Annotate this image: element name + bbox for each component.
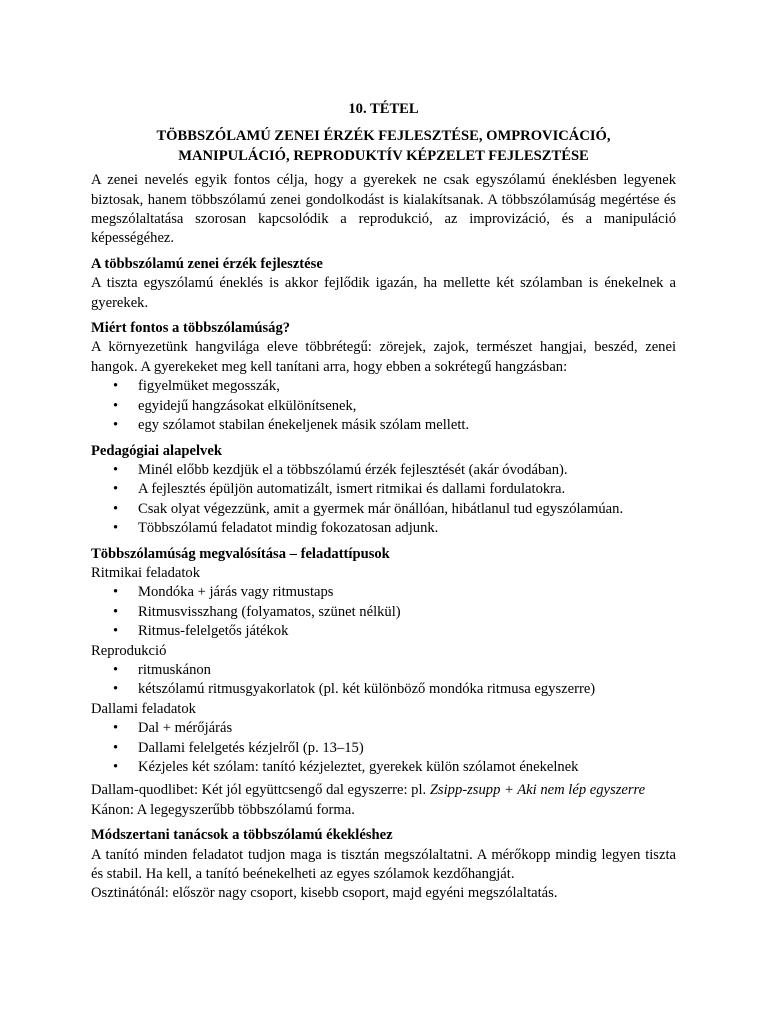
section-task-types (91, 545, 676, 821)
bullet-list (91, 377, 676, 435)
group-label-reproduction: Reprodukció (91, 642, 167, 659)
bullet-list (91, 461, 676, 539)
section-heading: Pedagógiai alapelvek (91, 442, 222, 459)
group-label-rhythm: Ritmikai feladatok (91, 564, 201, 581)
bullet-icon: • (113, 520, 119, 537)
list-item-text: A fejlesztés épüljön automatizált, ismert ritmikai és dallami fordulatokra. (138, 481, 566, 498)
bullet-icon: • (113, 603, 119, 620)
bullet-icon: • (113, 397, 119, 414)
list-item-text: kétszólamú ritmusgyakorlatok (pl. két különböző mondóka ritmusa egyszerre) (138, 681, 596, 698)
list-item-text: Ritmusvisszhang (folyamatos, szünet nélkül) (138, 603, 401, 620)
section-paragraph: A környezetünk hangvilága eleve többrétegű: zörejek, zajok, természet hangjai, beszéd, zenei hangok. A gyerekeket meg kell tanítani arra, hogy ebben a sokrétegű hangzásban: (91, 339, 676, 375)
list-item-text: Mondóka + járás vagy ritmustaps (138, 584, 334, 601)
section-heading: Többszólamúság megvalósítása – feladattípusok (91, 545, 390, 562)
group-label-melodic: Dallami feladatok (91, 700, 196, 717)
section-why-important (91, 319, 676, 435)
bullet-icon: • (113, 481, 119, 498)
section-paragraph: A tanító minden feladatot tudjon maga is tisztán megszólaltatni. A mérőkopp mindig legyen tiszta és stabil. Ha kell, a tanító beénekelheti az egyes szólamok kezdőhangját. (91, 846, 676, 883)
section-method-advice (91, 826, 676, 904)
list-item-text: ritmuskánon (138, 661, 211, 678)
list-item (91, 519, 676, 538)
list-item-text: Kézjeles két szólam: tanító kézjeleztet, gyerekek külön szólamot énekelnek (138, 759, 579, 775)
intro-paragraph: A zenei nevelés egyik fontos célja, hogy a gyerekek ne csak egyszólamú éneklésben legyenek biztosak, hanem többszólamú zenei gondolkodást is kialakítsanak. A többszólamúság megértése és megszólaltatása szorosan kapcsolódik a reprodukció, az improvizáció, és a manipuláció képességéhez. (91, 172, 676, 247)
canon-paragraph: Kánon: A legegyszerűbb többszólamú forma. (91, 801, 355, 818)
section-heading: Módszertani tanácsok a többszólamú ékekléshez (91, 827, 393, 844)
bullet-icon: • (113, 417, 119, 434)
bullet-icon: • (113, 500, 119, 517)
list-item (91, 603, 676, 622)
document-page (91, 100, 676, 904)
document-subtitle (91, 127, 676, 166)
bullet-icon: • (113, 759, 119, 775)
list-item (91, 500, 676, 519)
section-heading: Miért fontos a többszólamúság? (91, 320, 291, 337)
list-item-text: Ritmus-felelgetős játékok (138, 623, 289, 640)
list-item (91, 622, 676, 641)
quodlibet-paragraph (91, 781, 676, 800)
list-item (91, 397, 676, 416)
list-item-text: egy szólamot stabilan énekeljenek másik szólam mellett. (138, 417, 470, 434)
list-item-text: Csak olyat végezzünk, amit a gyermek már önállóan, hibátlanul tud egyszólamúan. (138, 500, 624, 517)
bullet-icon: • (113, 584, 119, 601)
list-item-text: Dal + mérőjárás (138, 720, 233, 737)
list-item-text: egyidejű hangzásokat elkülönítsenek, (138, 397, 357, 414)
bullet-icon: • (113, 681, 119, 698)
list-item (91, 758, 676, 777)
list-item (91, 461, 676, 480)
list-item (91, 583, 676, 602)
quodlibet-example: Zsipp-zsupp + Aki nem lép egyszerre (429, 782, 646, 799)
document-title: 10. TÉTEL (348, 101, 419, 117)
section-heading: A többszólamú zenei érzék fejlesztése (91, 255, 323, 272)
bullet-icon: • (113, 661, 119, 678)
section-polyphonic-sense (91, 255, 676, 313)
list-item-text: Dallami felelgetés kézjelről (p. 13–15) (138, 739, 364, 756)
bullet-list (91, 583, 676, 641)
list-item (91, 739, 676, 758)
list-item-text: Többszólamú feladatot mindig fokozatosan adjunk. (138, 520, 439, 537)
ostinato-paragraph: Osztinátónál: először nagy csoport, kisebb csoport, majd egyéni megszólaltatás. (91, 885, 558, 902)
section-pedagogical-principles (91, 442, 676, 539)
section-paragraph: A tiszta egyszólamú éneklés is akkor fejlődik igazán, ha mellette két szólamban is énekelnek a gyerekek. (91, 275, 676, 311)
bullet-icon: • (113, 378, 119, 395)
subtitle-line-1: TÖBBSZÓLAMÚ ZENEI ÉRZÉK FEJLESZTÉSE, OMPROVICÁCIÓ, (156, 128, 611, 145)
bullet-list (91, 661, 676, 700)
bullet-icon: • (113, 461, 119, 478)
list-item-text: figyelmüket megosszák, (138, 378, 280, 395)
bullet-icon: • (113, 623, 119, 640)
bullet-list (91, 719, 676, 777)
bullet-icon: • (113, 720, 119, 737)
list-item (91, 680, 676, 699)
subtitle-line-2: MANIPULÁCIÓ, REPRODUKTÍV KÉPZELET FEJLESZTÉSE (178, 147, 589, 164)
list-item (91, 719, 676, 738)
list-item (91, 661, 676, 680)
list-item (91, 416, 676, 435)
list-item-text: Minél előbb kezdjük el a többszólamú érzék fejlesztését (akár óvodában). (138, 461, 568, 478)
quodlibet-text: Dallam-quodlibet: Két jól együttcsengő dal egyszerre: pl. (91, 782, 430, 799)
list-item (91, 377, 676, 396)
list-item (91, 480, 676, 499)
bullet-icon: • (113, 739, 119, 756)
